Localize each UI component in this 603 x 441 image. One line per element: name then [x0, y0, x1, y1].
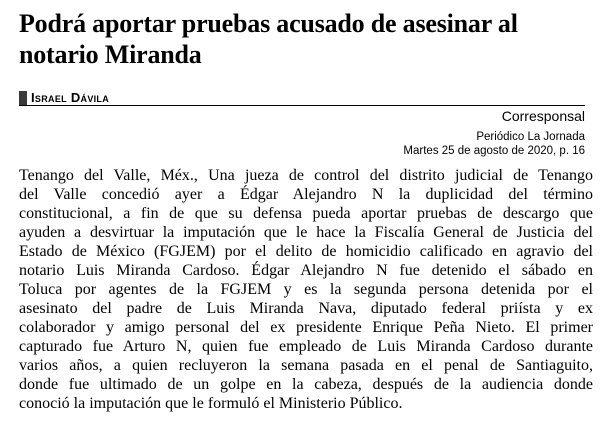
source-date: Martes 25 de agosto de 2020, p. 16: [403, 145, 585, 157]
article-headline: [19, 8, 589, 70]
body-line: notario Luis Miranda Cardoso. Édgar Alejandro N fue detenido el sábado en: [19, 262, 593, 279]
headline-line-2: notario Miranda: [19, 40, 202, 69]
byline-marker: [19, 91, 27, 105]
body-line: capturado fue Arturo N, quien fue empleado de Luis Miranda Cardoso durante: [19, 338, 593, 355]
author-role: Corresponsal: [501, 108, 585, 124]
body-line: Toluca por agentes de la FGJEM y es la segunda persona detenida por el: [19, 281, 593, 298]
headline-line-1: Podrá aportar pruebas acusado de asesinar al: [19, 9, 518, 38]
body-line: asesinato del padre de Luis Miranda Nava, diputado federal priísta y ex: [19, 300, 593, 317]
author-name: Israel Dávila: [31, 90, 110, 105]
article-body: [19, 166, 593, 413]
source-info: [403, 130, 585, 158]
source-name: Periódico La Jornada: [476, 131, 585, 143]
byline-bar: [19, 91, 585, 106]
body-line: constitucional, a fin de que su defensa pueda aportar pruebas de descargo que: [19, 205, 593, 222]
body-line: varios años, a quien recluyeron la semana pasada en el penal de Santiaguito,: [19, 357, 593, 374]
body-line: del Valle concedió ayer a Édgar Alejandro N la duplicidad del término: [19, 186, 593, 203]
body-line: conoció la imputación que le formuló el Ministerio Público.: [19, 395, 403, 412]
body-line: Tenango del Valle, Méx., Una jueza de control del distrito judicial de Tenango: [19, 167, 593, 184]
body-line: Estado de México (FGJEM) por el delito de homicidio calificado en agravio del: [19, 243, 593, 260]
body-line: donde fue ultimado de un golpe en la cabeza, después de la audiencia donde: [19, 376, 593, 393]
body-line: colaborador y amigo personal del ex presidente Enrique Peña Nieto. El primer: [19, 319, 593, 336]
body-line: ayuden a desvirtuar la imputación que le hace la Fiscalía General de Justicia del: [19, 224, 593, 241]
